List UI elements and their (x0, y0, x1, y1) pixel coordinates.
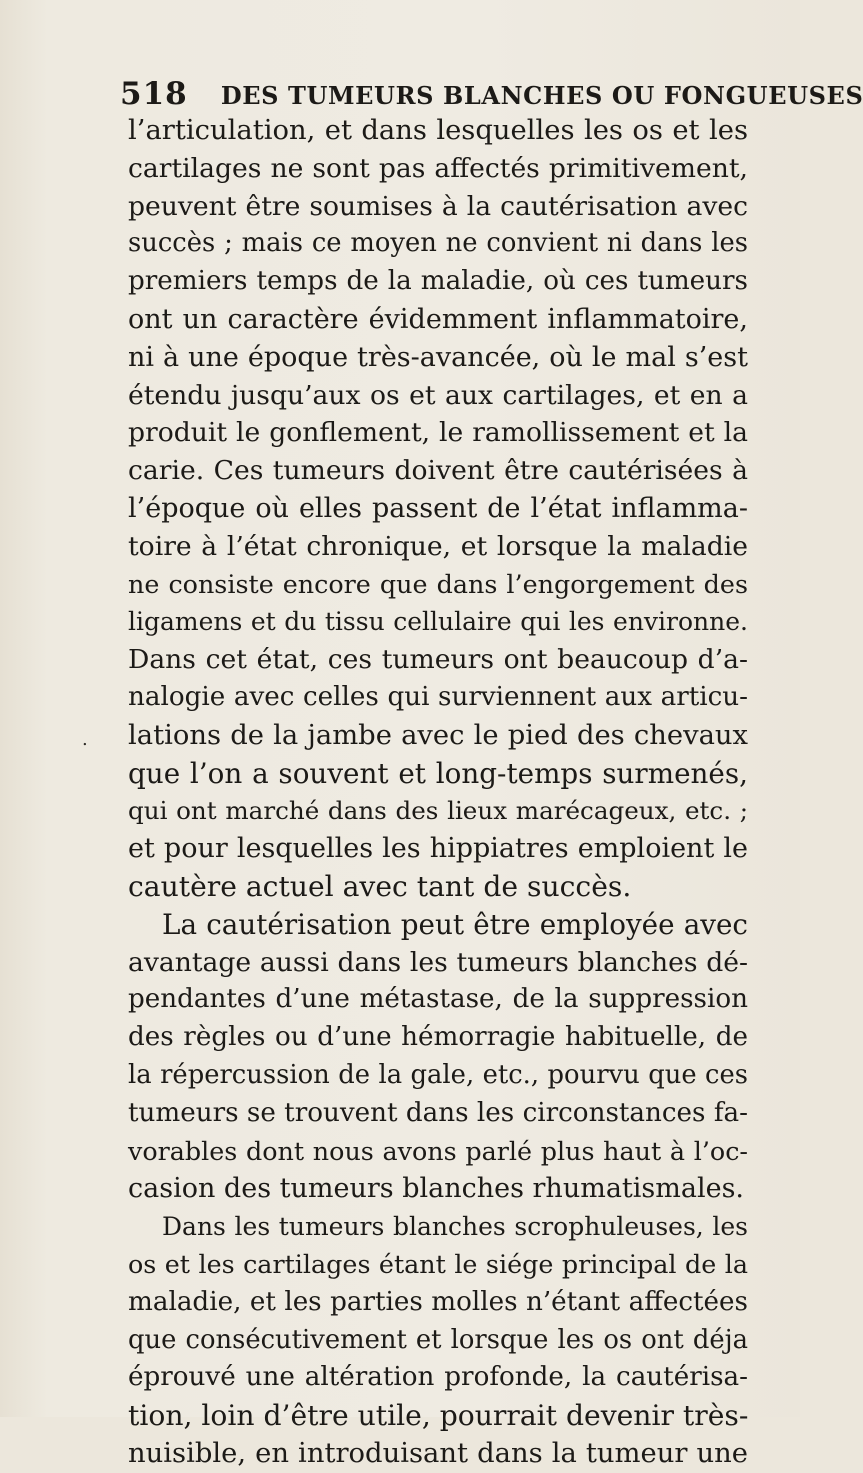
text-line: la répercussion de la gale, etc., pourvu que ces (128, 1059, 748, 1090)
text-line: des règles ou d’une hémorragie habituelle, de (128, 1022, 748, 1053)
text-line: et pour lesquelles les hippiatres emploient le (128, 833, 748, 865)
text-line: que consécutivement et lorsque les os ont déja (128, 1324, 748, 1355)
text-line: l’époque où elles passent de l’état inflamma- (128, 492, 748, 524)
running-head: DES TUMEURS BLANCHES OU FONGUEUSES (220, 81, 863, 110)
text-line: que l’on a souvent et long-temps surmenés, (128, 756, 748, 790)
paragraph-start: La cautérisation peut être employée avec (162, 907, 748, 941)
text-line: nuisible, en introduisant dans la tumeur une (128, 1437, 748, 1469)
text-line: cartilages ne sont pas affectés primitivement, (128, 152, 748, 184)
page-number: 518 (120, 76, 188, 112)
body-text (128, 112, 748, 1473)
text-line: éprouvé une altération profonde, la cautérisa- (128, 1362, 748, 1393)
text-line: nalogie avec celles qui surviennent aux articu- (128, 681, 748, 712)
text-line: pendantes d’une métastase, de la suppression (128, 984, 748, 1015)
text-line: carie. Ces tumeurs doivent être cautérisées à (128, 455, 748, 487)
text-line: lations de la jambe avec le pied des chevaux (128, 719, 748, 751)
text-line: toire à l’état chronique, et lorsque la maladie (128, 530, 748, 562)
text-line: ne consiste encore que dans l’engorgement des (128, 568, 748, 599)
text-line: casion des tumeurs blanches rhumatismales. (128, 1173, 745, 1205)
text-line: cautère actuel avec tant de succès. (128, 869, 632, 903)
text-line: succès ; mais ce moyen ne convient ni dans les (128, 228, 748, 259)
margin-mark: . (82, 729, 88, 750)
text-line: os et les cartilages étant le siége principal de la (128, 1248, 748, 1279)
page-header (120, 76, 863, 116)
text-line: produit le gonflement, le ramollissement et la (128, 417, 748, 449)
text-line: tion, loin d’être utile, pourrait devenir très- (128, 1399, 749, 1433)
text-line: ligamens et du tissu cellulaire qui les environne. (128, 607, 748, 637)
text-line: tumeurs se trouvent dans les circonstances fa- (128, 1097, 748, 1128)
text-line: ni à une époque très-avancée, où le mal s’est (128, 341, 748, 373)
text-line: étendu jusqu’aux os et aux cartilages, et en a (128, 379, 748, 411)
text-line: peuvent être soumises à la cautérisation avec (128, 190, 748, 222)
text-line: vorables dont nous avons parlé plus haut à l’oc- (128, 1135, 748, 1166)
text-line: avantage aussi dans les tumeurs blanches dé- (128, 946, 748, 978)
text-line: ont un caractère évidemment inflammatoire, (128, 303, 748, 335)
paragraph-start: Dans les tumeurs blanches scrophuleuses, les (162, 1212, 748, 1242)
text-line: qui ont marché dans des lieux marécageux, etc. ; (128, 796, 748, 826)
text-line: maladie, et les parties molles n’étant affectées (128, 1286, 748, 1317)
text-line: l’articulation, et dans lesquelles les os et les (128, 115, 748, 146)
text-line: premiers temps de la maladie, où ces tumeurs (128, 266, 748, 297)
text-line: Dans cet état, ces tumeurs ont beaucoup d’a- (128, 644, 748, 676)
